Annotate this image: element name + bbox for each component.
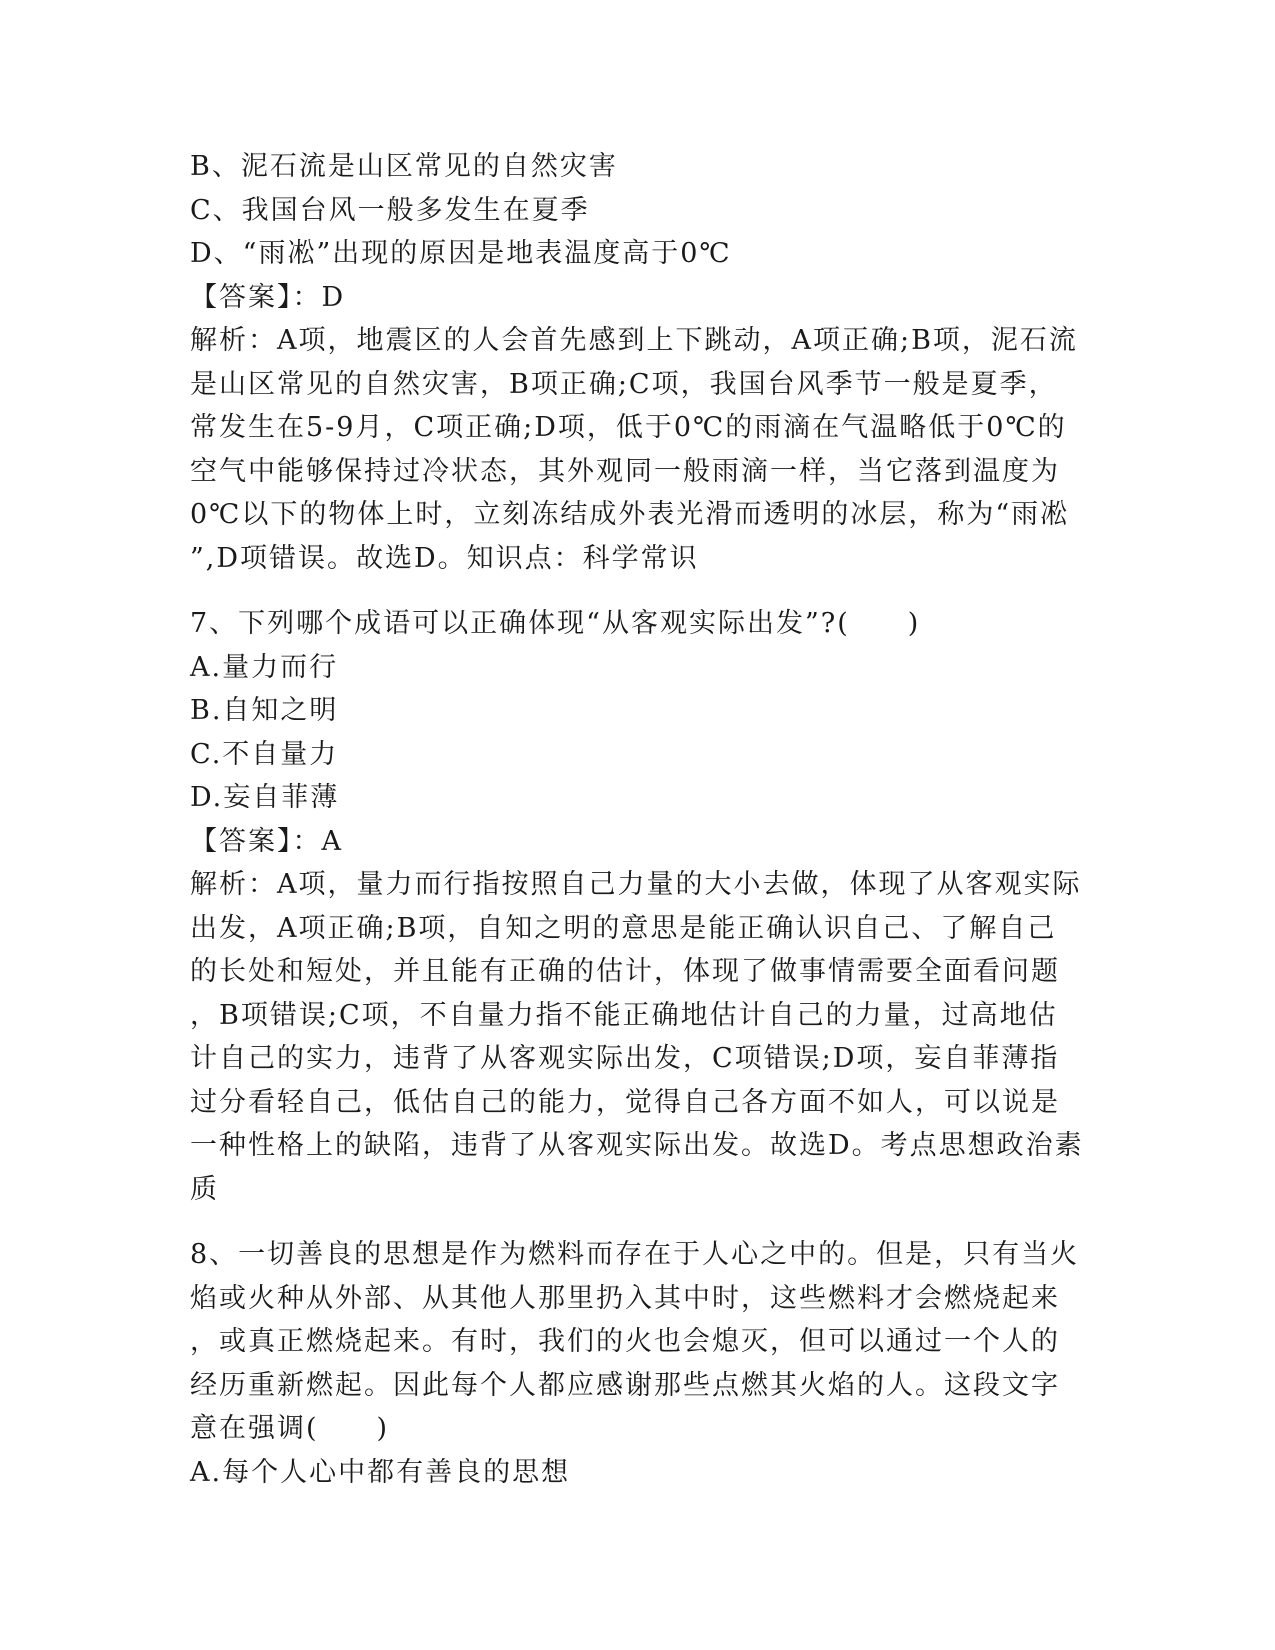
q8-question-line: ，或真正燃烧起来。有时，我们的火也会熄灭，但可以通过一个人的 <box>190 1326 1060 1357</box>
q6-analysis-line: 是山区常见的自然灾害，B项正确;C项，我国台风季节一般是夏季， <box>190 368 1058 400</box>
q6-option-d: D、“雨凇”出现的原因是地表温度高于0℃ <box>190 238 732 269</box>
q7-analysis-line: ，B项错误;C项，不自量力指不能正确地估计自己的力量，过高地估 <box>190 999 1058 1031</box>
q6-option-b: B、泥石流是山区常见的自然灾害 <box>190 151 618 182</box>
q6-analysis-line: 0℃以下的物体上时，立刻冻结成外表光滑而透明的冰层，称为“雨凇 <box>190 499 1070 530</box>
q7-analysis-line: 计自己的实力，违背了从客观实际出发，C项错误;D项，妄自菲薄指 <box>190 1043 1060 1074</box>
q8-question-line: 8、一切善良的思想是作为燃料而存在于人心之中的。但是，只有当火 <box>190 1239 1080 1270</box>
paragraph-gap <box>190 1211 1090 1233</box>
q8-question-line: 焰或火种从外部、从其他人那里扔入其中时，这些燃料才会燃烧起来 <box>190 1282 1060 1314</box>
q7-option: D.妄自菲薄 <box>190 782 340 813</box>
q6-analysis-line: 空气中能够保持过冷状态，其外观同一般雨滴一样，当它落到温度为 <box>190 455 1060 487</box>
q8-question-line: 经历重新燃起。因此每个人都应感谢那些点燃其火焰的人。这段文字 <box>190 1369 1060 1401</box>
q7-answer: 【答案】：A <box>190 825 343 857</box>
q7-analysis-line: 一种性格上的缺陷，违背了从客观实际出发。故选D。考点思想政治素 <box>190 1130 1084 1161</box>
q6-option-c: C、我国台风一般多发生在夏季 <box>190 194 590 226</box>
paragraph-gap <box>190 580 1090 602</box>
q7-question: 7、下列哪个成语可以正确体现“从客观实际出发”?( ) <box>190 608 921 639</box>
q8-question-line: 意在强调( ) <box>190 1413 390 1444</box>
q7-option: B.自知之明 <box>190 695 339 726</box>
q7-analysis-line: 解析：A项，量力而行指按照自己力量的大小去做，体现了从客观实际 <box>190 869 1082 900</box>
document-page <box>190 145 1090 1494</box>
q6-answer: 【答案】：D <box>190 281 346 313</box>
q7-analysis-line: 出发，A项正确;B项，自知之明的意思是能正确认识自己、了解自己 <box>190 912 1057 944</box>
q6-analysis-line: ”,D项错误。故选D。知识点：科学常识 <box>190 542 699 574</box>
q8-option-a: A.每个人心中都有善良的思想 <box>190 1456 571 1488</box>
q7-analysis-line: 质 <box>190 1173 219 1205</box>
q7-option: C.不自量力 <box>190 738 339 770</box>
q7-analysis-line: 的长处和短处，并且能有正确的估计，体现了做事情需要全面看问题 <box>190 956 1060 987</box>
q7-option: A.量力而行 <box>190 651 339 683</box>
q6-analysis-line: 解析：A项，地震区的人会首先感到上下跳动，A项正确;B项，泥石流 <box>190 325 1078 356</box>
q7-analysis-line: 过分看轻自己，低估自己的能力，觉得自己各方面不如人，可以说是 <box>190 1086 1060 1118</box>
q6-analysis-line: 常发生在5-9月，C项正确;D项，低于0℃的雨滴在气温略低于0℃的 <box>190 412 1067 443</box>
